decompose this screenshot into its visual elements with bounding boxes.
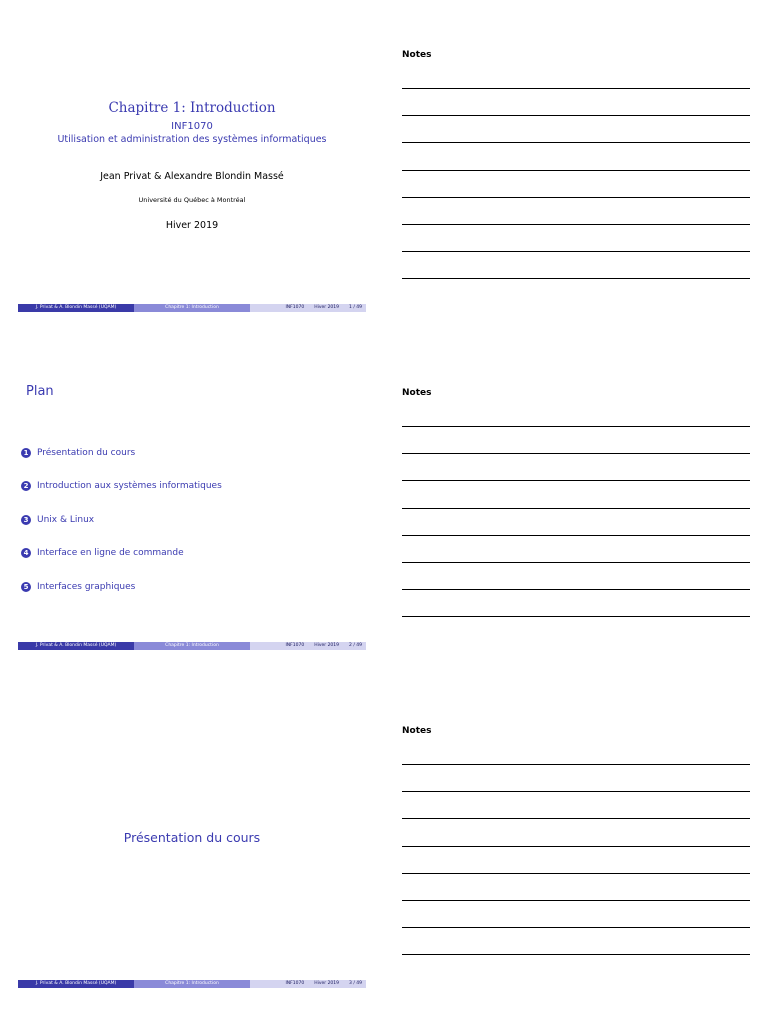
note-line	[402, 278, 750, 279]
notes-label: Notes	[402, 388, 432, 398]
slide-footer	[18, 304, 366, 312]
footer-page: 3 / 49	[349, 981, 362, 986]
note-line	[402, 508, 750, 509]
footer-author: J. Privat & A. Blondin Massé (UQAM)	[18, 304, 134, 312]
plan-item[interactable]	[21, 570, 222, 604]
note-line	[402, 88, 750, 89]
note-line	[402, 426, 750, 427]
note-line	[402, 197, 750, 198]
footer-term: Hiver 2019	[314, 305, 340, 310]
footer-chapter: Chapitre 1: Introduction	[134, 642, 250, 650]
number-badge-icon: 1	[21, 448, 31, 458]
note-line	[402, 562, 750, 563]
note-line	[402, 251, 750, 252]
note-line	[402, 589, 750, 590]
authors: Jean Privat & Alexandre Blondin Massé	[100, 171, 284, 182]
plan-item[interactable]	[21, 470, 222, 504]
note-line	[402, 170, 750, 171]
plan-item-label: Interface en ligne de commande	[37, 548, 184, 559]
footer-course: INF1070	[285, 643, 305, 648]
note-line	[402, 224, 750, 225]
footer-term: Hiver 2019	[314, 643, 340, 648]
note-line	[402, 115, 750, 116]
plan-list	[21, 436, 222, 604]
plan-item[interactable]	[21, 537, 222, 571]
section-title: Présentation du cours	[123, 830, 261, 845]
note-line	[402, 480, 750, 481]
footer-page: 2 / 49	[349, 643, 362, 648]
notes-area	[402, 50, 750, 64]
note-line	[402, 900, 750, 901]
footer-chapter: Chapitre 1: Introduction	[134, 980, 250, 988]
footer-course: INF1070	[285, 981, 305, 986]
notes-area	[402, 726, 750, 740]
footer-term: Hiver 2019	[314, 981, 340, 986]
note-line	[402, 791, 750, 792]
note-line	[402, 846, 750, 847]
date: Hiver 2019	[165, 220, 219, 231]
footer-author: J. Privat & A. Blondin Massé (UQAM)	[18, 642, 134, 650]
note-line	[402, 616, 750, 617]
course-name: Utilisation et administration des systèmes informatiques	[57, 134, 327, 145]
footer-right	[250, 304, 366, 312]
number-badge-icon: 2	[21, 481, 31, 491]
plan-item-label: Interfaces graphiques	[37, 581, 136, 592]
note-line	[402, 142, 750, 143]
note-line	[402, 535, 750, 536]
footer-right	[250, 980, 366, 988]
plan-item[interactable]	[21, 436, 222, 470]
plan-item-label: Introduction aux systèmes informatiques	[37, 481, 222, 492]
note-line	[402, 818, 750, 819]
number-badge-icon: 3	[21, 515, 31, 525]
course-code: INF1070	[171, 121, 213, 132]
title-slide	[18, 30, 366, 312]
plan-item-label: Présentation du cours	[37, 447, 136, 458]
page-row-2	[0, 338, 768, 676]
footer-author: J. Privat & A. Blondin Massé (UQAM)	[18, 980, 134, 988]
footer-course: INF1070	[285, 305, 305, 310]
number-badge-icon: 5	[21, 582, 31, 592]
page-row-1	[0, 0, 768, 338]
page-row-3	[0, 676, 768, 1014]
slide-title: Chapitre 1: Introduction	[108, 100, 276, 116]
plan-item[interactable]	[21, 503, 222, 537]
note-line	[402, 954, 750, 955]
notes-label: Notes	[402, 50, 432, 60]
footer-right	[250, 642, 366, 650]
plan-slide	[18, 368, 366, 650]
plan-item-label: Unix & Linux	[37, 514, 95, 525]
slide-footer	[18, 642, 366, 650]
number-badge-icon: 4	[21, 548, 31, 558]
note-line	[402, 764, 750, 765]
section-slide	[18, 706, 366, 988]
footer-page: 1 / 49	[349, 305, 362, 310]
note-line	[402, 927, 750, 928]
note-line	[402, 453, 750, 454]
plan-title: Plan	[26, 384, 54, 399]
footer-chapter: Chapitre 1: Introduction	[134, 304, 250, 312]
notes-label: Notes	[402, 726, 432, 736]
institution: Université du Québec à Montréal	[138, 196, 246, 204]
note-line	[402, 873, 750, 874]
notes-area	[402, 388, 750, 402]
slide-footer	[18, 980, 366, 988]
